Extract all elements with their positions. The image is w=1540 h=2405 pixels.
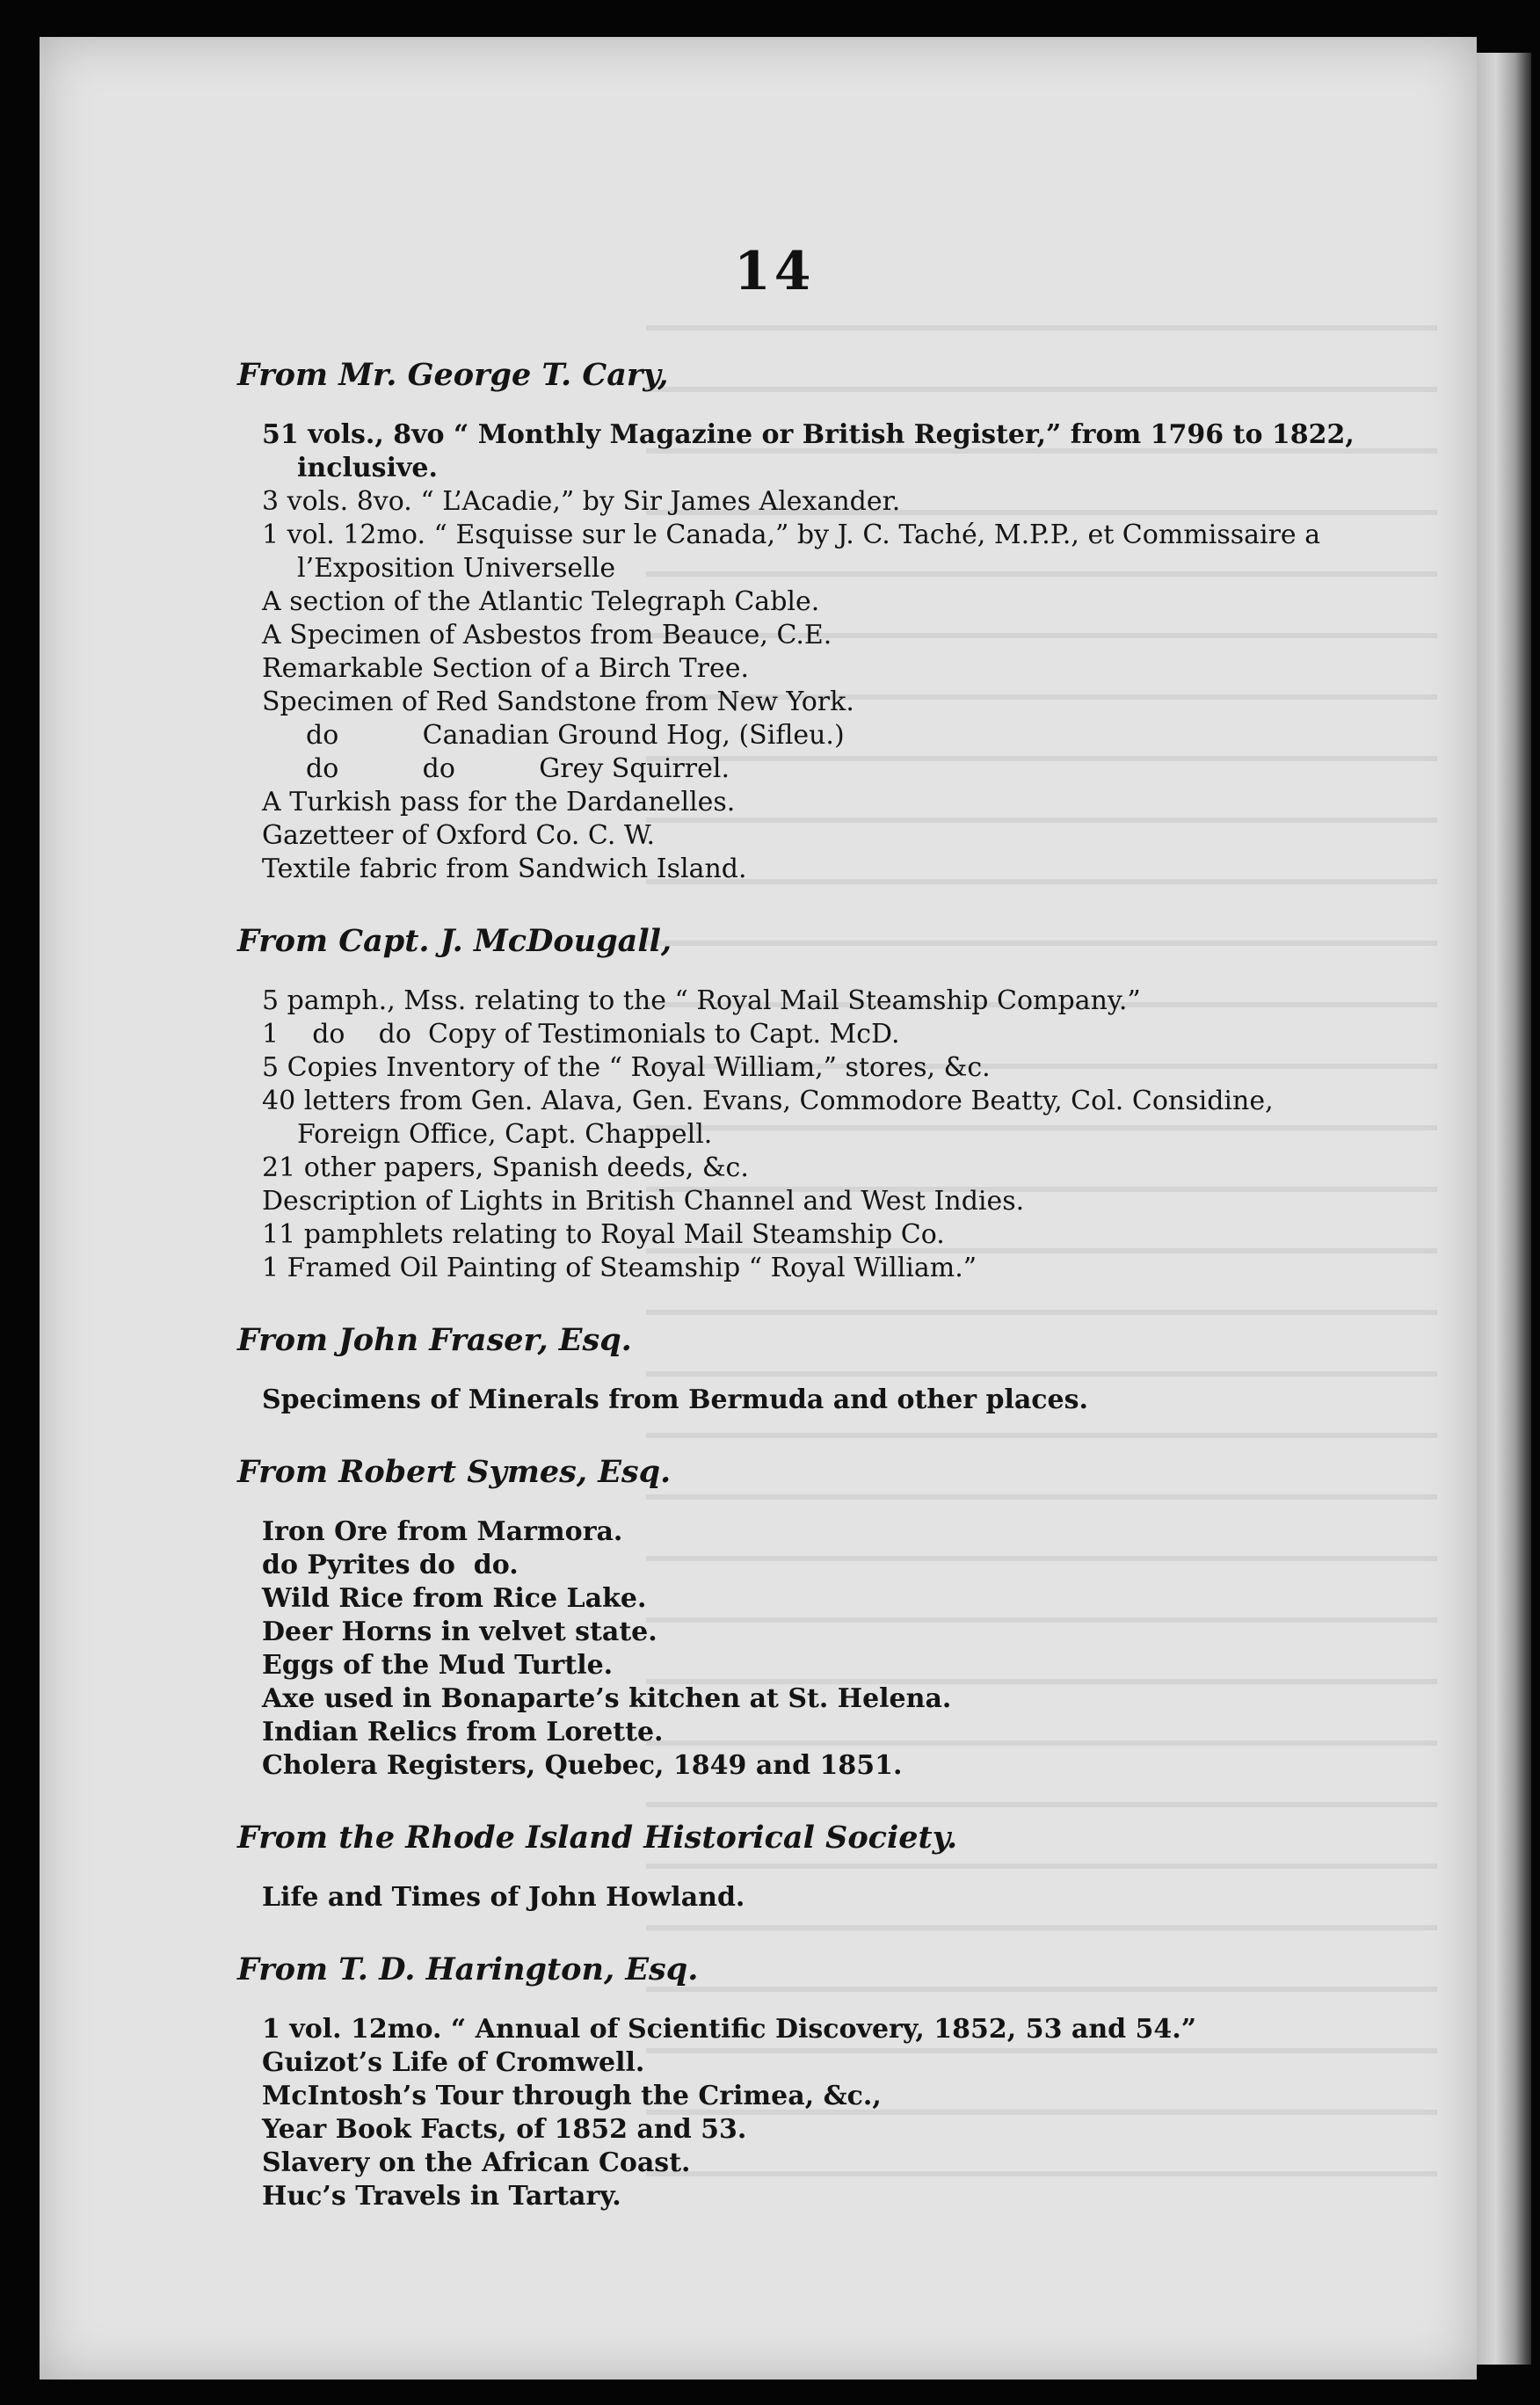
section-mcdougall — [237, 919, 1380, 1285]
list-item: Textile fabric from Sandwich Island. — [262, 854, 747, 884]
section-rhode-island — [237, 1816, 1380, 1915]
list-item: Axe used in Bonaparte’s kitchen at St. Helena. — [262, 1683, 952, 1714]
section-heading: From the Rhode Island Historical Society. — [237, 1820, 958, 1856]
list-item: Iron Ore from Marmora. — [262, 1516, 623, 1547]
item-list — [237, 2013, 1380, 2213]
list-item: A Specimen of Asbestos from Beauce, C.E. — [262, 620, 832, 650]
section-heading: From Capt. J. McDougall, — [237, 923, 672, 959]
list-item: Cholera Registers, Quebec, 1849 and 1851. — [262, 1750, 903, 1781]
list-item: Year Book Facts, of 1852 and 53. — [262, 2114, 747, 2145]
list-item: McIntosh’s Tour through the Crimea, &c., — [262, 2081, 882, 2111]
list-item: 51 vols., 8vo “ Monthly Magazine or British Register,” from 1796 to 1822, inclusive. — [262, 419, 1355, 483]
item-list — [237, 1384, 1380, 1417]
list-item: Description of Lights in British Channel and West Indies. — [262, 1186, 1025, 1217]
section-cary — [237, 353, 1380, 886]
list-item: 1 do do Copy of Testimonials to Capt. McD. — [262, 1019, 900, 1050]
list-item: do Canadian Ground Hog, (Sifleu.) — [306, 720, 845, 751]
page-number: 14 — [734, 241, 815, 302]
list-item: Wild Rice from Rice Lake. — [262, 1583, 647, 1614]
list-item: Gazetteer of Oxford Co. C. W. — [262, 820, 656, 851]
item-list — [237, 1515, 1380, 1783]
document-page — [40, 37, 1477, 2380]
list-item: Specimen of Red Sandstone from New York. — [262, 687, 854, 717]
facing-page-edge — [1477, 53, 1531, 2365]
section-symes — [237, 1450, 1380, 1783]
section-fraser — [237, 1319, 1380, 1417]
list-item: Life and Times of John Howland. — [262, 1882, 745, 1913]
list-item: 1 vol. 12mo. “ Esquisse sur le Canada,” by J. C. Taché, M.P.P., et Commissaire a l’Exposition Universelle — [262, 520, 1321, 584]
list-item: 3 vols. 8vo. “ L’Acadie,” by Sir James Alexander. — [262, 486, 901, 517]
list-item: 1 vol. 12mo. “ Annual of Scientific Discovery, 1852, 53 and 54.” — [262, 2014, 1197, 2045]
list-item: Slavery on the African Coast. — [262, 2147, 691, 2178]
list-item: Indian Relics from Lorette. — [262, 1717, 664, 1747]
item-list — [237, 418, 1380, 886]
item-list — [237, 1881, 1380, 1915]
list-item: 40 letters from Gen. Alava, Gen. Evans, Commodore Beatty, Col. Considine, Foreign Office, Capt. Chappell. — [262, 1086, 1274, 1150]
section-harington — [237, 1948, 1380, 2213]
list-item: do Pyrites do do. — [262, 1550, 519, 1580]
list-item: Remarkable Section of a Birch Tree. — [262, 653, 750, 684]
list-item: 1 Framed Oil Painting of Steamship “ Royal William.” — [262, 1253, 977, 1283]
list-item: 21 other papers, Spanish deeds, &c. — [262, 1152, 749, 1183]
list-item: Deer Horns in velvet state. — [262, 1617, 657, 1647]
donations-list — [237, 353, 1380, 2247]
section-heading: From Mr. George T. Cary, — [237, 357, 669, 393]
list-item: A section of the Atlantic Telegraph Cable. — [262, 586, 820, 617]
section-heading: From Robert Symes, Esq. — [237, 1454, 672, 1490]
list-item: Specimens of Minerals from Bermuda and other places. — [262, 1384, 1088, 1415]
section-heading: From T. D. Harington, Esq. — [237, 1951, 699, 1987]
section-heading: From John Fraser, Esq. — [237, 1322, 632, 1358]
list-item: 11 pamphlets relating to Royal Mail Steamship Co. — [262, 1219, 945, 1250]
list-item: do do Grey Squirrel. — [306, 753, 730, 784]
list-item: Eggs of the Mud Turtle. — [262, 1650, 614, 1681]
list-item: 5 pamph., Mss. relating to the “ Royal Mail Steamship Company.” — [262, 985, 1141, 1016]
item-list — [237, 985, 1380, 1285]
list-item: A Turkish pass for the Dardanelles. — [262, 787, 736, 817]
list-item: Guizot’s Life of Cromwell. — [262, 2047, 645, 2078]
list-item: Huc’s Travels in Tartary. — [262, 2181, 621, 2212]
list-item: 5 Copies Inventory of the “ Royal William,” stores, &c. — [262, 1052, 991, 1083]
